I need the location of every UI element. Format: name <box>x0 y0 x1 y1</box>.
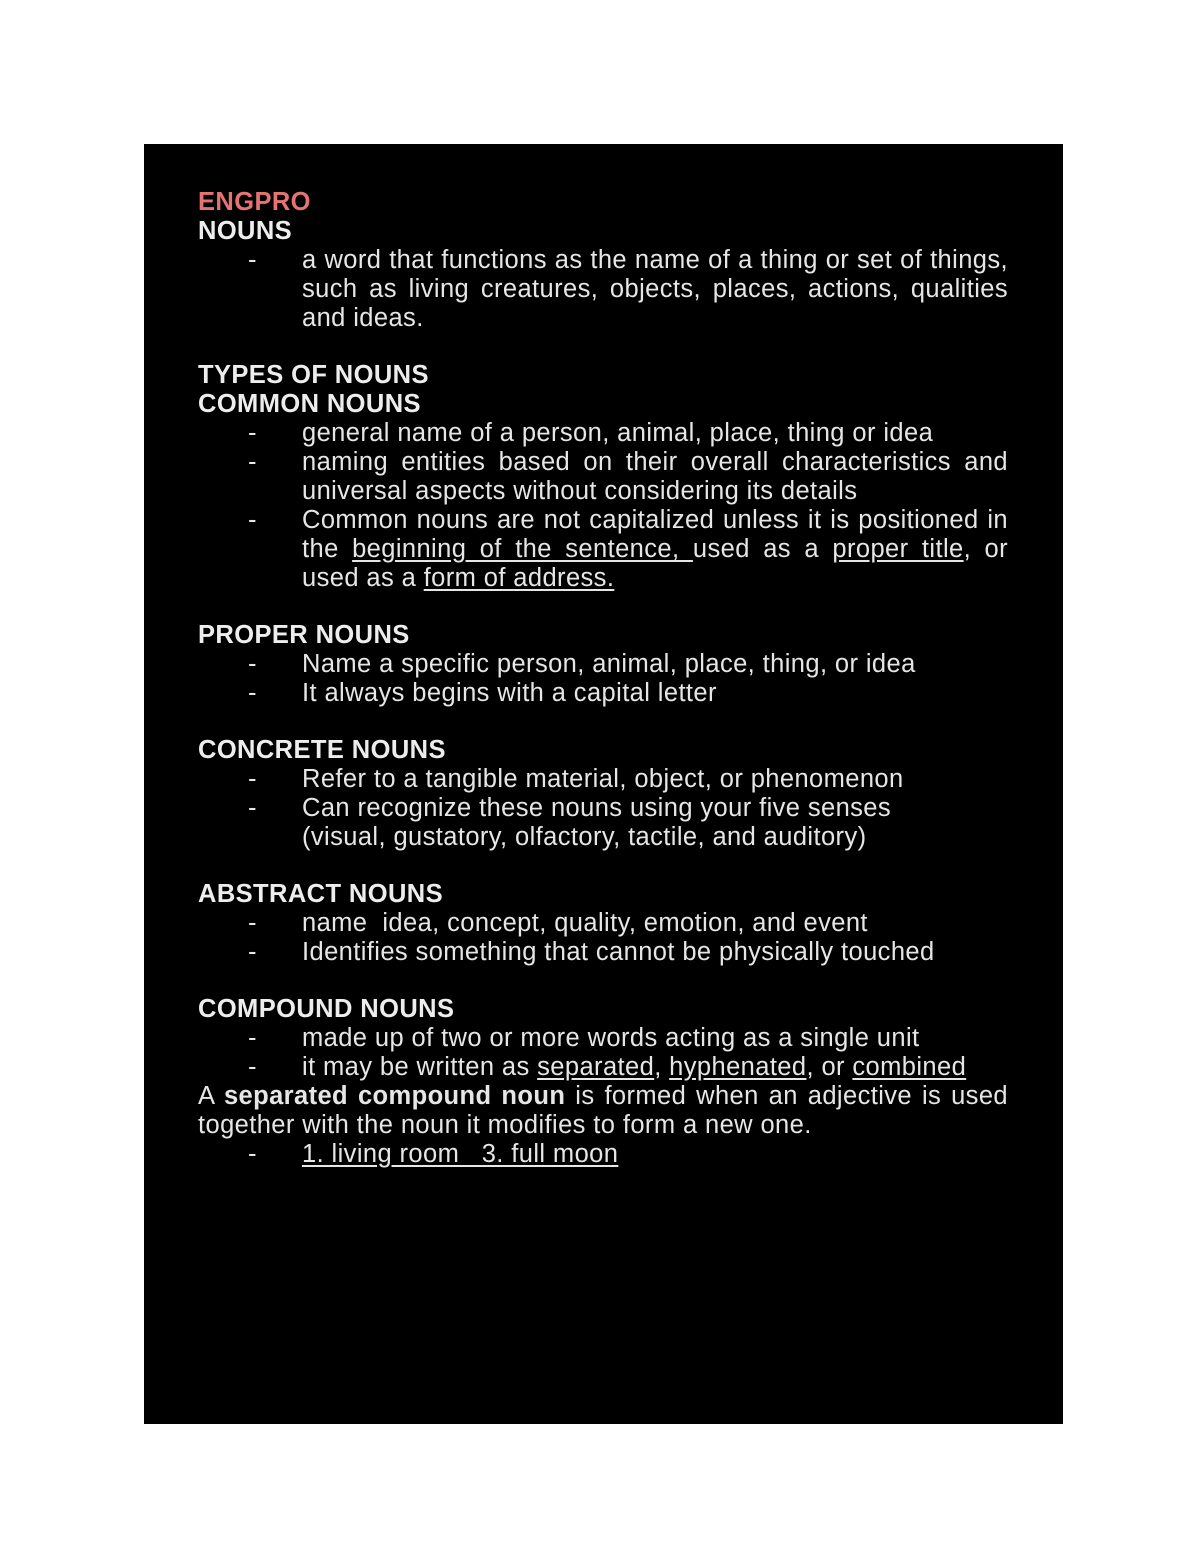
abstract-item-1: name idea, concept, quality, emotion, and event <box>302 909 868 937</box>
list-item: - Can recognize these nouns using your five senses (visual, gustatory, olfactory, tactile, and auditory) <box>248 794 892 851</box>
proper-item-1: Name a specific person, animal, place, thing, or idea <box>302 650 916 678</box>
nouns-definition: a word that functions as the name of a thing or set of things, such as living creatures, objects, places, actions, qualities and ideas. <box>302 246 1008 332</box>
concrete-item-1: Refer to a tangible material, object, or phenomenon <box>302 765 904 793</box>
list-item: - made up of two or more words acting as a single unit <box>248 1024 920 1052</box>
concrete-nouns-list <box>198 765 1008 852</box>
document-content <box>198 188 1008 1169</box>
list-item: - Common nouns are not capitalized unless it is positioned in the beginning of the sentence, used as a proper title, or used as a form of address. <box>248 506 1008 592</box>
concrete-item-2: Can recognize these nouns using your five senses (visual, gustatory, olfactory, tactile, and auditory) <box>302 794 892 851</box>
list-item <box>198 246 1008 333</box>
heading-concrete-nouns: CONCRETE NOUNS <box>198 736 446 764</box>
beginning-of-sentence-link: beginning of the sentence, <box>352 535 693 563</box>
list-item: - general name of a person, animal, place, thing or idea <box>248 419 934 447</box>
proper-item-2: It always begins with a capital letter <box>302 679 717 707</box>
hyphenated-link: hyphenated <box>669 1053 807 1081</box>
list-item: - it may be written as separated, hyphenated, or combined <box>248 1053 967 1081</box>
compound-nouns-list <box>198 1024 1008 1082</box>
list-item: - Refer to a tangible material, object, or phenomenon <box>248 765 904 793</box>
common-item-1: general name of a person, animal, place, thing or idea <box>302 419 934 447</box>
list-item: - Name a specific person, animal, place, thing, or idea <box>248 650 916 678</box>
document-page <box>144 144 1063 1424</box>
common-item-3: Common nouns are not capitalized unless it is positioned in the beginning of the sentence, used as a proper title, or used as a form of address. <box>302 506 1008 592</box>
combined-link: combined <box>852 1053 967 1081</box>
common-item-2: naming entities based on their overall characteristics and universal aspects without considering its details <box>302 448 1008 505</box>
proper-nouns-list <box>198 650 1008 708</box>
compound-examples: 1. living room 3. full moon <box>302 1140 619 1168</box>
heading-compound-nouns: COMPOUND NOUNS <box>198 995 455 1023</box>
form-of-address-link: form of address. <box>423 564 615 592</box>
heading-abstract-nouns: ABSTRACT NOUNS <box>198 880 444 908</box>
heading-common-nouns: COMMON NOUNS <box>198 390 421 418</box>
abstract-nouns-list <box>198 909 1008 967</box>
abstract-item-2: Identifies something that cannot be physically touched <box>302 938 935 966</box>
compound-item-1: made up of two or more words acting as a single unit <box>302 1024 920 1052</box>
nouns-list <box>198 246 1008 333</box>
bullet-dash: - <box>248 246 257 274</box>
list-item: - name idea, concept, quality, emotion, and event <box>248 909 868 937</box>
list-item: - naming entities based on their overall characteristics and universal aspects without considering its details <box>248 448 1008 505</box>
compound-examples-list <box>198 1140 1008 1169</box>
separated-compound-noun-term: separated compound noun <box>223 1082 566 1110</box>
brand-title: ENGPRO <box>198 188 311 216</box>
compound-item-2: it may be written as separated, hyphenated, or combined <box>302 1053 967 1081</box>
common-nouns-list <box>198 419 1008 593</box>
heading-types-of-nouns: TYPES OF NOUNS <box>198 361 429 389</box>
list-item: - 1. living room 3. full moon <box>248 1140 619 1168</box>
heading-nouns: NOUNS <box>198 217 293 245</box>
proper-title-link: proper title <box>832 535 964 563</box>
list-item: - It always begins with a capital letter <box>248 679 717 707</box>
heading-proper-nouns: PROPER NOUNS <box>198 621 410 649</box>
separated-compound-paragraph: A separated compound noun is formed when an adjective is used together with the noun it modifies to form a new one. <box>198 1082 1008 1139</box>
list-item: - Identifies something that cannot be physically touched <box>248 938 935 966</box>
separated-link: separated <box>537 1053 655 1081</box>
